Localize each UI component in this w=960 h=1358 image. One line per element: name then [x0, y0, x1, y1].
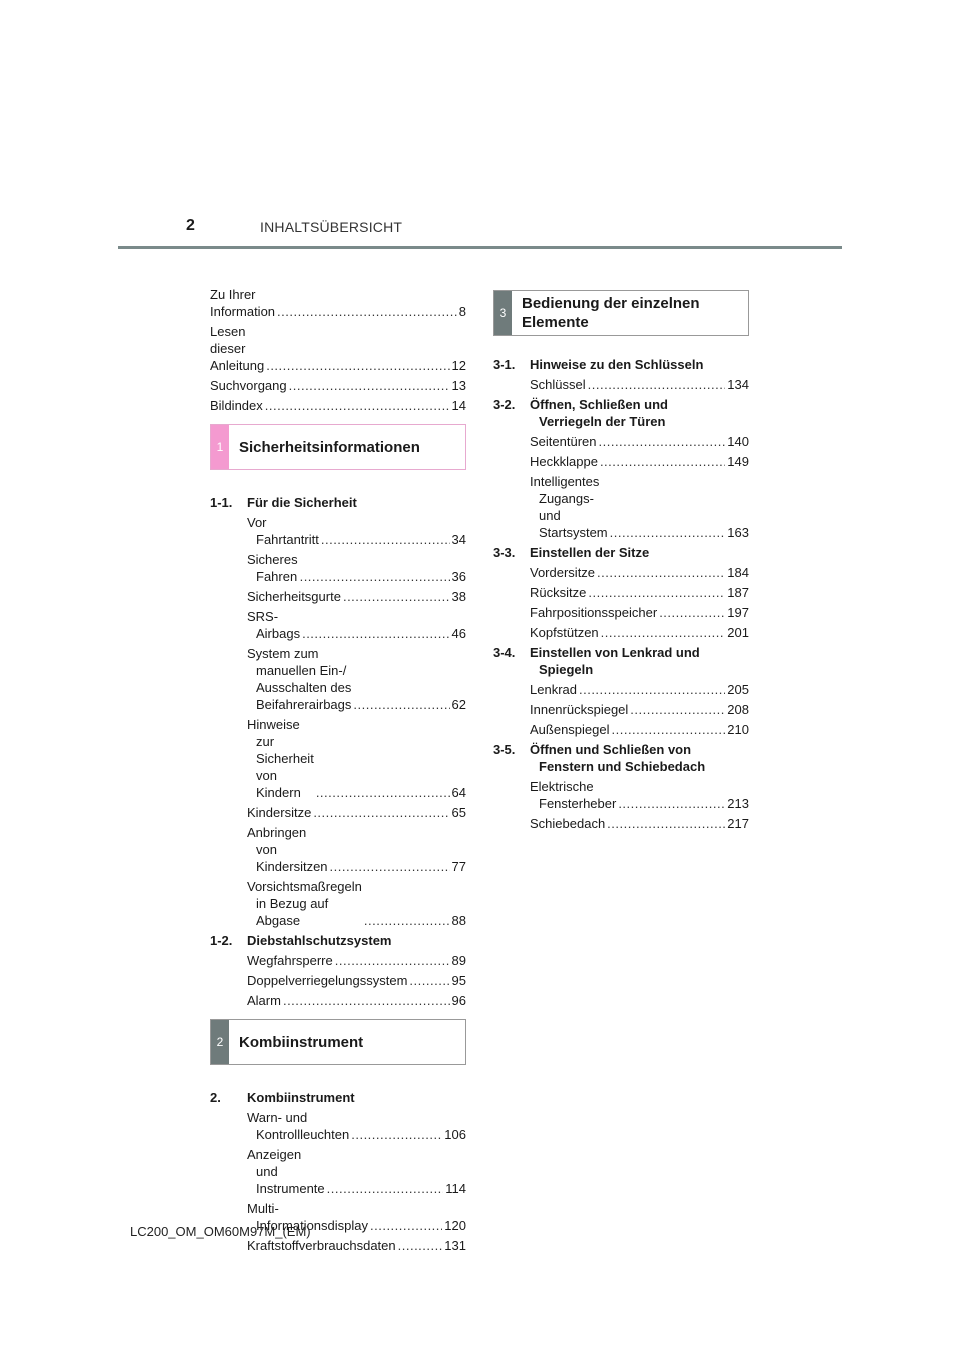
toc-entry[interactable]: Lesen dieser Anleitung ..... 12 — [210, 323, 466, 374]
toc-entry[interactable]: Warn- und Kontrollleuchten ..... 106 — [210, 1109, 466, 1143]
toc-entry[interactable]: Rücksitze ..... 187 — [493, 584, 749, 601]
page-number: 2 — [186, 217, 195, 234]
toc-entry[interactable]: Suchvorgang ..... 13 — [210, 377, 466, 394]
toc-entry[interactable]: Sicheres Fahren ..... 36 — [210, 551, 466, 585]
toc-entry[interactable]: Innenrückspiegel ..... 208 — [493, 701, 749, 718]
section-heading[interactable]: 1-2. Diebstahlschutzsystem — [210, 933, 392, 948]
toc-entry[interactable]: Schiebedach ..... 217 — [493, 815, 749, 832]
toc-entry[interactable]: Doppelverriegelungssystem ..... 95 — [210, 972, 466, 989]
toc-entry[interactable]: Hinweise zur Sicherheit von Kindern ..... 64 — [210, 716, 466, 801]
toc-entry[interactable]: Vordersitze ..... 184 — [493, 564, 749, 581]
toc-entry[interactable]: Bildindex ..... 14 — [210, 397, 466, 414]
toc-entry[interactable]: Vor Fahrtantritt ..... 34 — [210, 514, 466, 548]
toc-entry[interactable]: Lenkrad ..... 205 — [493, 681, 749, 698]
chapter-1-box[interactable] — [210, 424, 466, 470]
toc-entry[interactable]: Intelligentes Zugangs- und Startsystem ..... 163 — [493, 473, 749, 541]
section-heading[interactable]: 2. Kombiinstrument — [210, 1090, 355, 1105]
chapter-2-box[interactable] — [210, 1019, 466, 1065]
toc-entry[interactable]: Alarm ..... 96 — [210, 992, 466, 1009]
section-heading[interactable]: 3-1. Hinweise zu den Schlüsseln — [493, 357, 704, 372]
toc-entry[interactable]: Außenspiegel ..... 210 — [493, 721, 749, 738]
chapter-title: Bedienung der einzelnen Elemente — [522, 295, 700, 331]
section-heading[interactable]: 3-5. Öffnen und Schließen von Fenstern und Schiebedach — [493, 742, 706, 774]
section-title: INHALTSÜBERSICHT — [260, 219, 403, 235]
toc-entry[interactable]: Anbringen von Kindersitzen ..... 77 — [210, 824, 466, 875]
toc-column-left — [210, 286, 466, 1257]
toc-entry[interactable]: Wegfahrsperre ..... 89 — [210, 952, 466, 969]
page-header — [118, 210, 842, 249]
chapter-tab: 1 — [211, 425, 229, 469]
section-heading[interactable]: 3-2. Öffnen, Schließen und Verriegeln der Türen — [493, 397, 668, 429]
toc-entry[interactable]: Schlüssel ..... 134 — [493, 376, 749, 393]
toc-entry[interactable]: SRS-Airbags ..... 46 — [210, 608, 466, 642]
toc-entry[interactable]: Multi-Informationsdisplay ..... 120 — [210, 1200, 466, 1234]
chapter-title: Kombiinstrument — [239, 1033, 364, 1051]
section-heading[interactable]: 3-4. Einstellen von Lenkrad und Spiegeln — [493, 645, 700, 677]
section-heading[interactable]: 1-1. Für die Sicherheit — [210, 495, 357, 510]
toc-entry[interactable]: Elektrische Fensterheber ..... 213 — [493, 778, 749, 812]
toc-entry[interactable]: Kopfstützen ..... 201 — [493, 624, 749, 641]
toc-entry[interactable]: Kindersitze ..... 65 — [210, 804, 466, 821]
toc-entry[interactable]: System zum manuellen Ein-/ Ausschalten des Beifahrerairbags ..... 62 — [210, 645, 466, 713]
toc-entry[interactable]: Fahrpositionsspeicher ..... 197 — [493, 604, 749, 621]
toc-entry[interactable]: Sicherheitsgurte ..... 38 — [210, 588, 466, 605]
toc-entry[interactable]: Vorsichtsmaßregeln in Bezug auf Abgase ..... 88 — [210, 878, 466, 929]
toc-entry[interactable]: Seitentüren ..... 140 — [493, 433, 749, 450]
toc-entry[interactable]: Kraftstoffverbrauchsdaten ..... 131 — [210, 1237, 466, 1254]
toc-entry[interactable]: Heckklappe ..... 149 — [493, 453, 749, 470]
document-code: LC200_OM_OM60M97M_(EM) — [130, 1224, 311, 1239]
section-heading[interactable]: 3-3. Einstellen der Sitze — [493, 545, 650, 560]
chapter-3-box[interactable] — [493, 290, 749, 336]
chapter-title: Sicherheitsinformationen — [239, 438, 420, 456]
toc-column-right — [493, 290, 749, 835]
chapter-tab: 3 — [494, 291, 512, 335]
chapter-tab: 2 — [211, 1020, 229, 1064]
toc-entry[interactable]: Anzeigen und Instrumente ..... 114 — [210, 1146, 466, 1197]
toc-entry[interactable]: Zu Ihrer Information ..... 8 — [210, 286, 466, 320]
